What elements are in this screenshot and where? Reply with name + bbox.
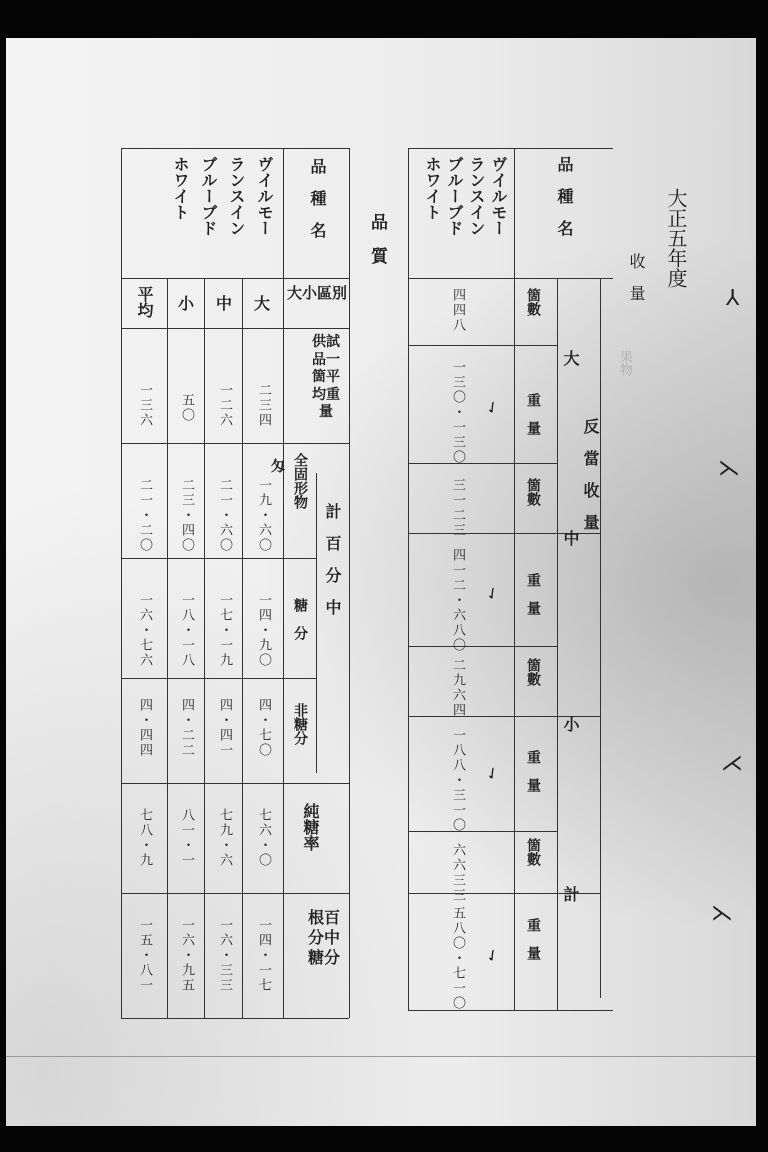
cell-solids: 二一・二〇: [137, 478, 152, 553]
yield-small-weight-header: 重 量: [525, 750, 541, 792]
cell-non-sugar: 四・四一: [217, 698, 232, 758]
yield-medium-count-header: 箇數: [525, 478, 541, 506]
yield-variety-2: ランスイン: [467, 156, 486, 236]
check-mark: ✓: [481, 581, 504, 606]
yield-total-weight-header: 重 量: [525, 918, 541, 960]
yield-large-header: 大: [561, 350, 580, 366]
faded-heading: 果物: [617, 350, 632, 376]
cell-solids: 二三・四〇: [179, 478, 194, 553]
quality-variety-3: ブルーブド: [199, 156, 218, 236]
sample-weight-header: 供試品一箇平均重量: [312, 334, 340, 420]
root-sugar-header: 根百分中糖分: [307, 908, 340, 967]
quality-variety-header: 品 種 名: [308, 158, 327, 238]
yield-total-count-header: 箇數: [525, 838, 541, 866]
crack-mark-icon: ⋋: [711, 901, 733, 926]
yield-medium-weight-header: 重 量: [525, 573, 541, 615]
yield-small-count: 二九六四: [450, 658, 465, 718]
yield-medium-count: 三一二三: [450, 478, 465, 538]
cell-sugar: 一六・七六: [137, 593, 152, 668]
cell-solids: 一九・六〇: [256, 478, 271, 553]
cell-sugar: 一七・一九: [217, 593, 232, 668]
check-mark: ✓: [481, 395, 504, 420]
yield-small-count-header: 箇數: [525, 658, 541, 686]
yield-variety-4: ホワイト: [423, 156, 442, 220]
quality-variety-1: ヴイルモー: [255, 156, 274, 236]
yield-large-weight: 一三〇・一三〇: [450, 360, 465, 465]
yield-small-header: 小: [561, 716, 580, 732]
cell-root-sugar: 一四・一七: [256, 918, 271, 993]
cell-purity: 七九・六: [217, 808, 232, 868]
weight-unit-mark: 匁: [271, 459, 285, 475]
yield-per-tan-header: 反 當 收 量: [581, 418, 600, 530]
yield-total-header: 計: [561, 886, 580, 902]
report-year-title: 大正五年度: [664, 188, 688, 288]
size-row-label: 小: [178, 294, 195, 313]
cell-non-sugar: 四・四四: [137, 698, 152, 758]
yield-medium-weight: 四一二・六八〇: [450, 548, 465, 653]
cell-weight: 二三四: [256, 383, 271, 428]
section-heading-yield: 收 量: [627, 253, 646, 301]
cell-purity: 八一・一: [179, 808, 194, 868]
cell-non-sugar: 四・七〇: [256, 698, 271, 758]
yield-large-count: 四四八: [450, 288, 465, 333]
quality-section-label: 品 質: [367, 213, 387, 264]
quality-variety-4: ホワイト: [171, 156, 190, 220]
cell-solids: 二一・六〇: [217, 478, 232, 553]
size-class-header: 大小區別: [287, 284, 348, 302]
per100-total-header: 計 百 分 中: [323, 503, 342, 615]
check-mark: ✓: [481, 943, 504, 968]
size-row-label: 大: [254, 294, 271, 313]
yield-large-weight-header: 重 量: [525, 393, 541, 435]
crack-mark-icon: ⋋: [718, 456, 740, 481]
cell-root-sugar: 一六・九五: [179, 918, 194, 993]
yield-total-count: 六六三三: [450, 843, 465, 903]
crack-mark-icon: ⋌: [721, 751, 743, 776]
check-mark: ✓: [481, 761, 504, 786]
cell-weight: 五〇: [179, 393, 194, 423]
size-row-label: 平均: [135, 286, 154, 318]
cell-root-sugar: 一五・八一: [137, 918, 152, 993]
cell-non-sugar: 四・二二: [179, 698, 194, 758]
cell-sugar: 一八・一八: [179, 593, 194, 668]
page-bottom-rule: [6, 1056, 756, 1057]
yield-variety-3: ブルーブド: [445, 156, 464, 236]
cell-root-sugar: 一六・三三: [217, 918, 232, 993]
document-page: [6, 38, 756, 1126]
quality-variety-2: ランスイン: [227, 156, 246, 236]
yield-small-weight: 一八八・三一〇: [450, 728, 465, 833]
crack-mark-icon: ⅄: [726, 286, 740, 311]
non-sugar-header: 非糖分: [292, 703, 308, 745]
cell-purity: 七六・〇: [256, 808, 271, 868]
yield-variety-header: 品 種 名: [555, 156, 574, 236]
yield-medium-header: 中: [561, 530, 580, 546]
sugar-header: 糖 分: [292, 598, 308, 640]
cell-purity: 七八・九: [137, 808, 152, 868]
yield-total-weight: 五八〇・七一〇: [450, 906, 465, 1011]
cell-weight: 一二六: [217, 383, 232, 428]
purity-header: 純糖率: [301, 803, 320, 851]
yield-variety-1: ヴイルモー: [489, 156, 508, 236]
size-row-label: 中: [216, 294, 233, 313]
yield-large-count-header: 箇數: [525, 288, 541, 316]
cell-sugar: 一四・九〇: [256, 593, 271, 668]
cell-weight: 一三六: [137, 383, 152, 428]
solids-header: 全固形物: [292, 453, 308, 509]
